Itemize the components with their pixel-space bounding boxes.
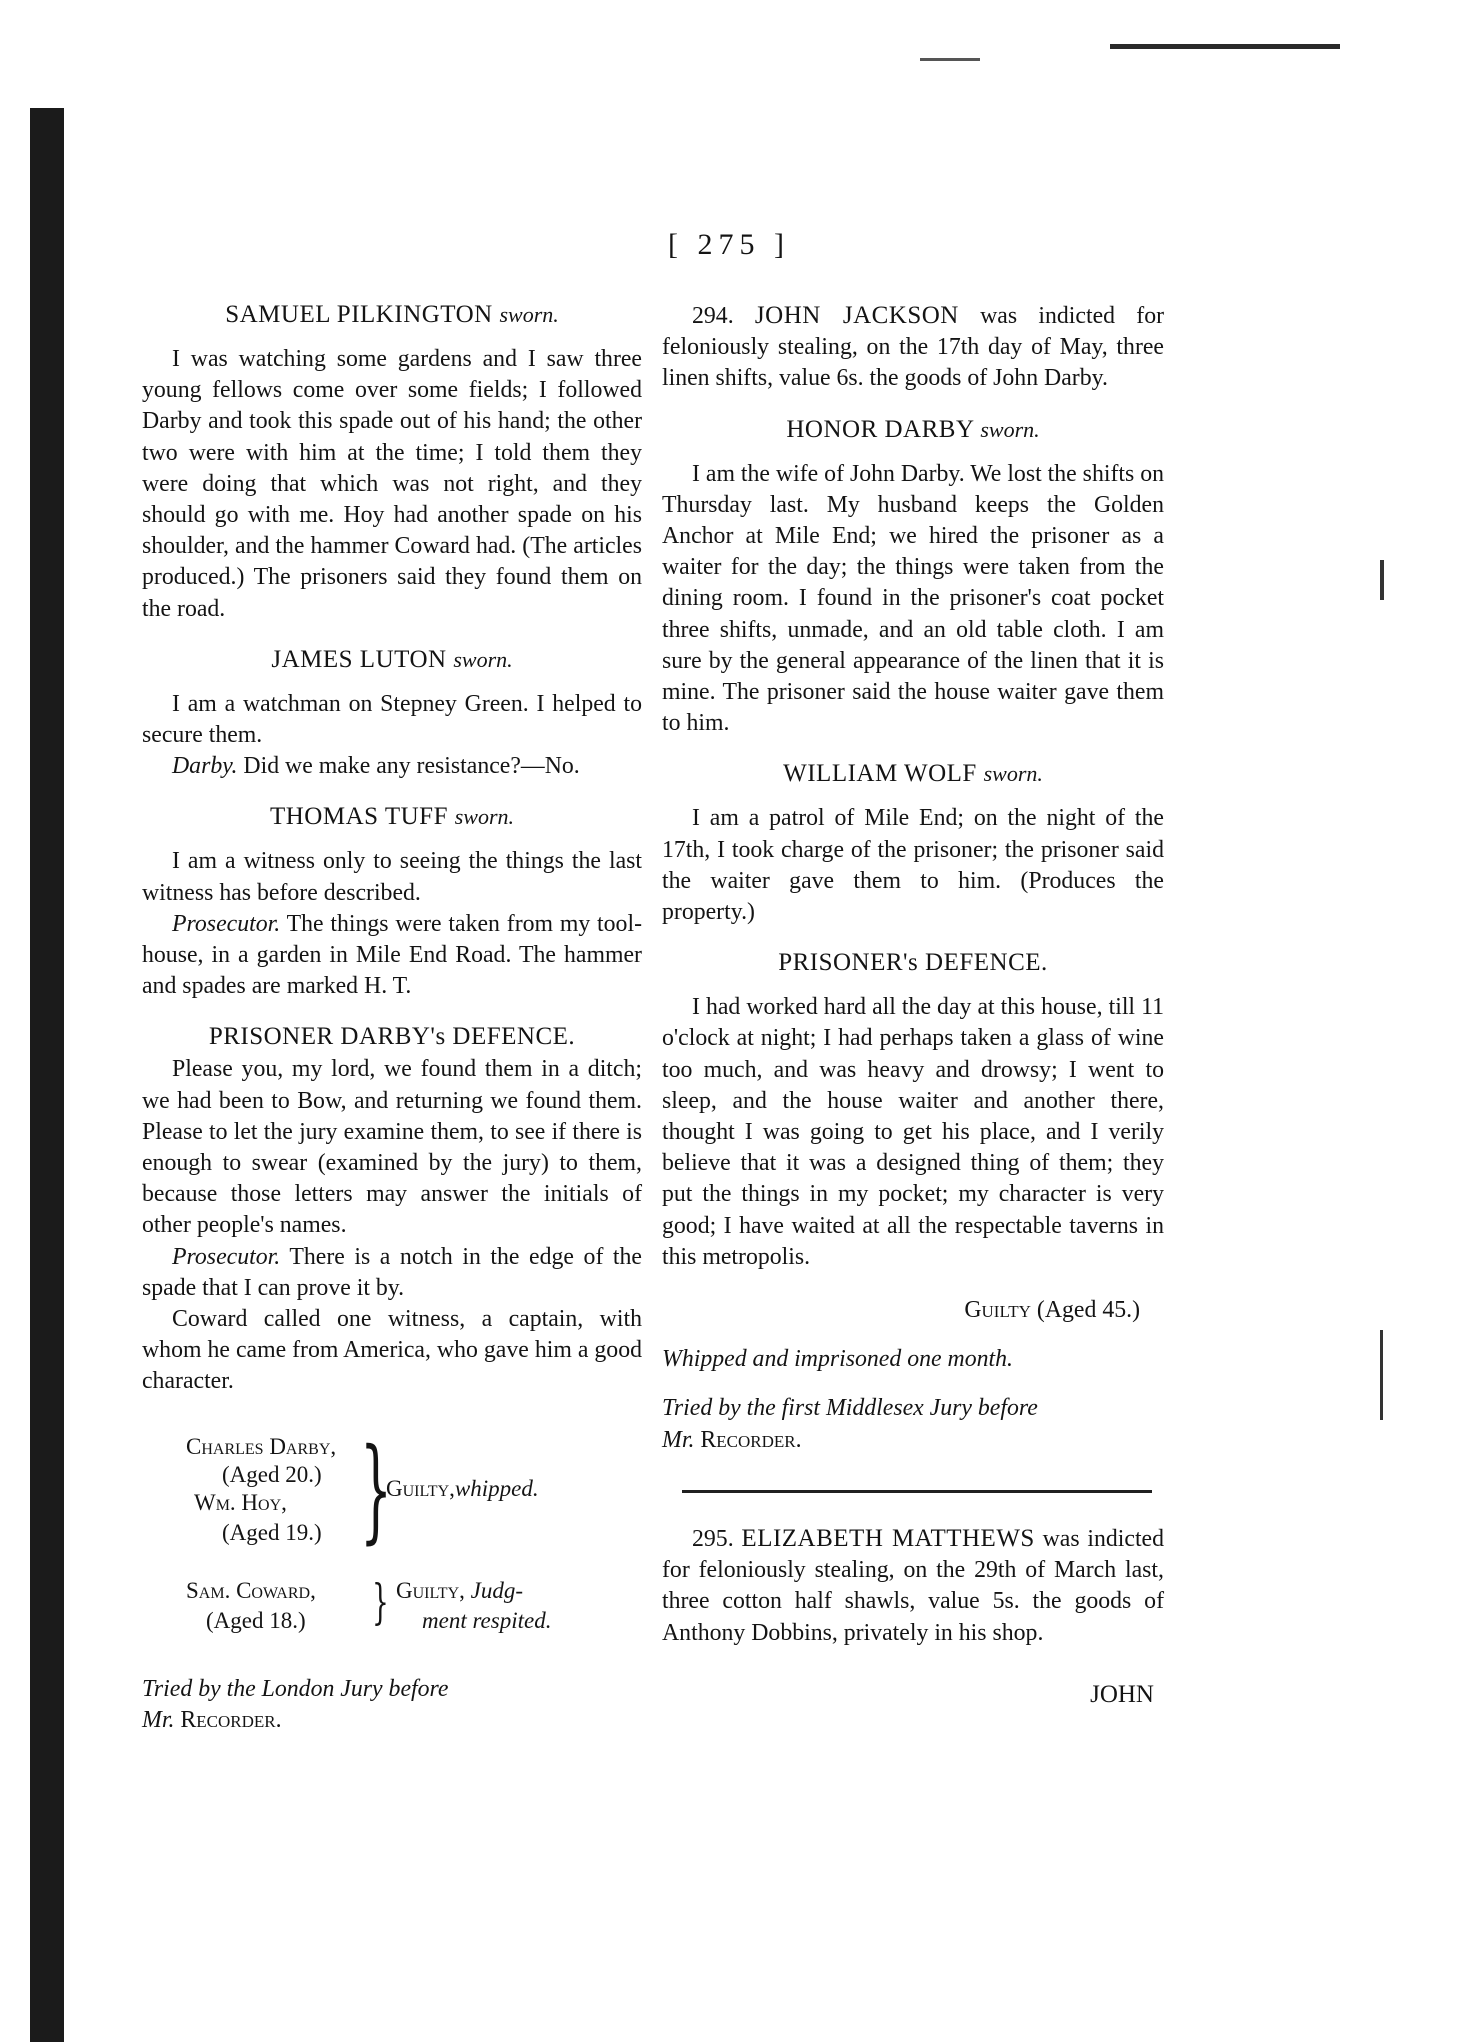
sentence-line: Whipped and imprisoned one month. — [662, 1346, 1013, 1373]
scan-noise-top-mid — [920, 58, 980, 61]
verdict-block — [142, 1424, 642, 1582]
sworn-label: sworn. — [453, 646, 513, 672]
sworn-label: sworn. — [983, 761, 1043, 787]
testimony-paragraph: I am a watchman on Stepney Green. I helped to secure them. — [142, 690, 642, 749]
witness-heading — [142, 802, 642, 832]
right-column — [662, 300, 1164, 1710]
tried-by-line: Tried by the first Middlesex Jury before — [662, 1395, 1038, 1422]
verdict-guilty: Guilty, — [386, 1475, 455, 1501]
verdict-sentence: whipped. — [454, 1475, 539, 1501]
defence-paragraph: I had worked hard all the day at this house, till 11 o'clock at night; I had perhaps taken a glass of wine too much, and was heavy and drowsy; I went to sleep, and the house waiter and another there, thought I was going to get his place, and I verily believe that it was a designed thing of them; they put the things in my pocket; my character is very good; I have waited at all the respectable taverns in this metropolis. — [662, 994, 1164, 1270]
scan-noise-right-edge — [1380, 560, 1384, 600]
case-number: 294. — [692, 303, 734, 329]
prisoner-age: (Aged 18.) — [206, 1607, 306, 1633]
question-text: Did we make any resistance?—No. — [243, 753, 580, 780]
testimony-paragraph: I am the wife of John Darby. We lost the shifts on Thursday last. My husband keeps the Golden Anchor at Mile End; we hired the prisoner as a waiter for the day; the things were taken from the dining room. I found in the prisoner's coat pocket three shifts, unmade, and an old table cloth. I am sure by the general appearance of the linen that it is mine. The prisoner said the house waiter gave them to him. — [662, 460, 1164, 737]
case-number: 295. — [692, 1525, 734, 1552]
tried-by-line: Tried by the London Jury before — [142, 1675, 449, 1702]
mr-label: Mr. — [142, 1706, 175, 1733]
question-paragraph — [142, 751, 642, 782]
sworn-label: sworn. — [454, 804, 515, 830]
witness-name: HONOR DARBY — [786, 415, 974, 443]
section-divider — [682, 1490, 1152, 1493]
verdict-age: (Aged 45.) — [1036, 1297, 1140, 1324]
verdict-guilty: Guilty — [964, 1297, 1031, 1324]
prosecutor-text: The things were taken from my tool-house, in a garden in Mile End Road. The hammer and spades are marked H. T. — [142, 910, 642, 1000]
indictment-paragraph — [662, 1523, 1164, 1649]
witness-heading — [662, 415, 1164, 445]
prosecutor-paragraph — [142, 909, 642, 1003]
witness-heading — [142, 300, 642, 330]
prosecutor-text: There is a notch in the edge of the spade that I can prove it by. — [142, 1243, 642, 1301]
witness-heading — [662, 759, 1164, 789]
verdict-sentence: ment respited. — [422, 1607, 552, 1633]
binding-edge-shadow — [30, 108, 64, 2042]
speaker-label: Darby. — [172, 753, 238, 780]
defence-heading: PRISONER's DEFENCE. — [778, 949, 1048, 977]
indictment-text: was indicted for feloniously stealing, on the 17th day of May, three linen shifts, value 6s. the goods of John Darby. — [662, 303, 1165, 392]
catchword: JOHN — [1090, 1680, 1154, 1708]
testimony-paragraph: I was watching some gardens and I saw three young fellows come over some fields; I followed Darby and took this spade out of his hand; the other two were with him at the time; I told them they were doing that which was not right, and they should go with me. Hoy had another spade on his shoulder, and the hammer Coward had. (The articles produced.) The prisoners said they found them on the road. — [142, 346, 642, 622]
scan-noise-right-edge-2 — [1380, 1330, 1383, 1420]
recorder-label: Recorder. — [180, 1706, 282, 1733]
defendant-name: ELIZABETH MATTHEWS — [741, 1524, 1035, 1552]
speaker-label: Prosecutor. — [172, 1243, 281, 1270]
sworn-label: sworn. — [980, 416, 1040, 442]
prisoner-name: Charles Darby, — [186, 1433, 337, 1459]
defence-paragraph: Please you, my lord, we found them in a ditch; we had been to Bow, and returning we found them. Please to let the jury examine them, to see if there is enough to swear (examined by the jury) to them, because those letters may answer the initials of other people's names. — [142, 1056, 642, 1239]
tried-by-line — [142, 1705, 642, 1736]
prisoner-name: Sam. Coward, — [186, 1577, 316, 1603]
left-column — [142, 300, 642, 1736]
defendant-name: JOHN JACKSON — [754, 302, 959, 329]
defence-heading: PRISONER DARBY's DEFENCE. — [208, 1023, 576, 1051]
mr-label: Mr. — [662, 1426, 695, 1453]
speaker-label: Prosecutor. — [172, 910, 281, 937]
recorder-label: Recorder. — [700, 1426, 802, 1453]
tried-by-line — [662, 1425, 1164, 1456]
prosecutor-paragraph — [142, 1242, 642, 1304]
brace-glyph: } — [360, 1424, 393, 1555]
witness-name: SAMUEL PILKINGTON — [225, 301, 493, 328]
prisoner-name: Wm. Hoy, — [194, 1489, 287, 1515]
verdict-block — [142, 1573, 642, 1640]
prisoner-age: (Aged 20.) — [222, 1461, 322, 1487]
page-number: [ 275 ] — [668, 228, 790, 261]
verdict-guilty: Guilty, — [396, 1577, 465, 1603]
witness-name: THOMAS TUFF — [269, 803, 448, 831]
witness-name: WILLIAM WOLF — [783, 760, 977, 788]
testimony-paragraph: I am a witness only to seeing the things the last witness has before described. — [142, 848, 642, 906]
witness-note-paragraph: Coward called one witness, a captain, with whom he came from America, who gave him a good character. — [142, 1306, 642, 1395]
verdict-line — [662, 1295, 1164, 1326]
sworn-label: sworn. — [499, 302, 559, 327]
prisoner-age: (Aged 19.) — [222, 1519, 322, 1545]
verdict-text — [386, 1474, 539, 1504]
testimony-paragraph: I am a patrol of Mile End; on the night of the 17th, I took charge of the prisoner; the prisoner said the waiter gave them to him. (Produces the property.) — [662, 805, 1164, 926]
witness-name: JAMES LUTON — [271, 645, 447, 673]
indictment-paragraph — [662, 300, 1164, 395]
indictment-text: was indicted for feloniously stealing, on the 29th of March last, three cotton half shawls, value 5s. the goods of Anthony Dobbins, privately in his shop. — [662, 1525, 1165, 1646]
verdict-sentence: Judg- — [470, 1577, 524, 1603]
witness-heading — [142, 645, 642, 675]
scan-noise-top-right — [1110, 44, 1340, 49]
verdict-text — [396, 1576, 523, 1606]
brace-glyph: } — [372, 1573, 389, 1630]
